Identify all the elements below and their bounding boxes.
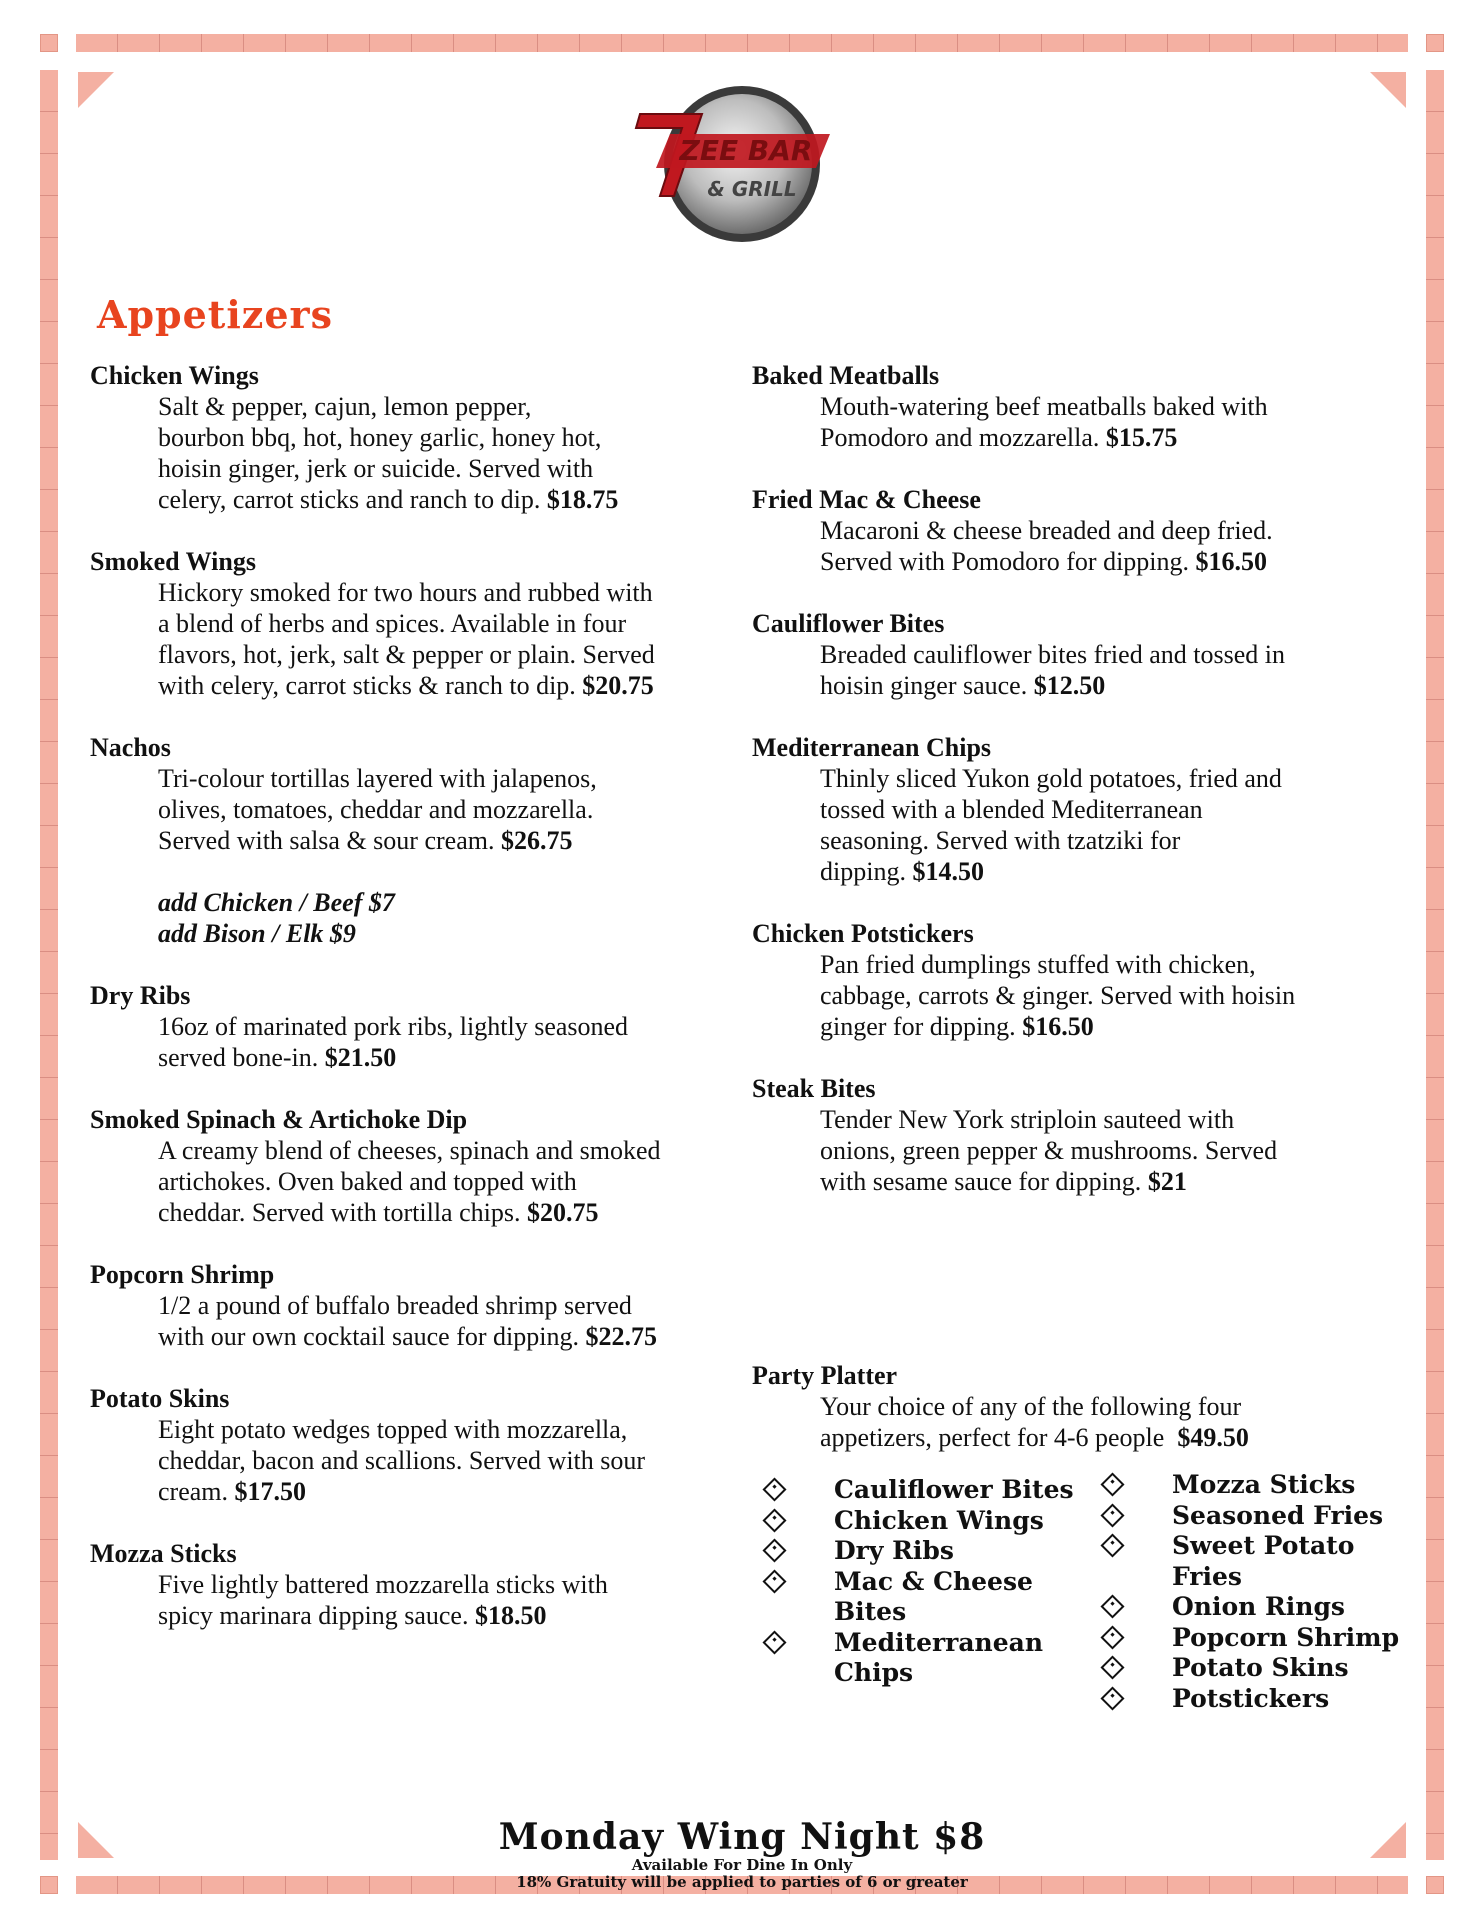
menu-item (90, 1383, 730, 1507)
menu-item-price: $12.50 (1033, 671, 1106, 700)
menu-item-line: Hickory smoked for two hours and rubbed with (158, 578, 653, 607)
platter-option-label: Onion Rings (1172, 1592, 1346, 1621)
menu-item-line: Pan fried dumplings stuffed with chicken, (820, 950, 1256, 979)
menu-item-description (158, 1011, 730, 1073)
menu-item-price: $20.75 (582, 671, 654, 700)
diamond-bullet-icon (762, 1630, 786, 1654)
platter-option (766, 1628, 1096, 1689)
logo-title: ZEE BAR (679, 134, 813, 167)
left-menu-column (90, 360, 730, 1662)
menu-item-description (158, 763, 730, 856)
diamond-bullet-icon (762, 1569, 786, 1593)
party-platter-name: Party Platter (752, 1361, 898, 1390)
logo (630, 76, 840, 248)
platter-option (1104, 1684, 1424, 1715)
menu-item-addons (158, 887, 730, 949)
menu-item-line: cheddar, bacon and scallions. Served with sour (158, 1446, 646, 1475)
menu-item (752, 1073, 1392, 1197)
platter-option-label: Popcorn Shrimp (1172, 1622, 1400, 1652)
menu-item-line: flavors, hot, jerk, salt & pepper or plain. Served (158, 640, 655, 669)
menu-item-line: 1/2 a pound of buffalo breaded shrimp served (158, 1291, 632, 1320)
menu-item-price: $17.50 (234, 1477, 307, 1506)
menu-item-price: $14.50 (912, 857, 984, 886)
platter-option-label: Mozza Sticks (1172, 1470, 1356, 1499)
menu-item-line: Five lightly battered mozzarella sticks with (158, 1570, 608, 1599)
menu-item-line: hoisin ginger, jerk or suicide. Served with (158, 454, 594, 483)
menu-item-description (158, 391, 730, 515)
menu-item (90, 1259, 730, 1352)
menu-item-price: $21 (1147, 1167, 1187, 1196)
menu-item-name: Nachos (90, 733, 171, 762)
border-left (40, 70, 58, 1860)
menu-item-price: $26.75 (500, 826, 573, 855)
menu-item-line: bourbon bbq, hot, honey garlic, honey hot, (158, 423, 602, 452)
diamond-bullet-icon (1100, 1503, 1124, 1527)
platter-options-right (1104, 1470, 1424, 1714)
menu-item-description (158, 1290, 730, 1352)
diamond-bullet-icon (1100, 1533, 1124, 1557)
platter-option (1104, 1653, 1424, 1684)
menu-item-line: artichokes. Oven baked and topped with (158, 1167, 577, 1196)
menu-item (90, 546, 730, 701)
menu-item (752, 918, 1392, 1042)
menu-item-price: $18.50 (474, 1601, 547, 1630)
menu-item-line: Pomodoro and mozzarella. (820, 423, 1100, 452)
platter-option-label: Mac & Cheese Bites (834, 1566, 1033, 1626)
platter-option-label: Chicken Wings (834, 1505, 1044, 1535)
menu-item (90, 732, 730, 856)
menu-item-line: served bone-in. (158, 1043, 319, 1072)
menu-item-name: Potato Skins (90, 1384, 230, 1413)
diamond-bullet-icon (762, 1538, 786, 1562)
border-right (1426, 70, 1444, 1860)
menu-item-name: Chicken Potstickers (752, 919, 974, 948)
menu-item-name: Mozza Sticks (90, 1539, 237, 1568)
menu-item-line: cream. (158, 1477, 229, 1506)
diamond-bullet-icon (762, 1508, 786, 1532)
menu-item-name: Dry Ribs (90, 981, 191, 1010)
menu-item-line: seasoning. Served with tzatziki for (820, 826, 1181, 855)
menu-item-description (158, 1569, 730, 1631)
platter-option-label: Sweet Potato Fries (1172, 1531, 1355, 1591)
party-platter (752, 1360, 1412, 1453)
menu-item-line: 16oz of marinated pork ribs, lightly seasoned (158, 1012, 629, 1041)
menu-item (90, 360, 730, 515)
platter-option (1104, 1470, 1424, 1501)
menu-item-price: $16.50 (1195, 547, 1268, 576)
menu-item-line: Breaded cauliflower bites fried and tossed in (820, 640, 1285, 669)
menu-item-line: Macaroni & cheese breaded and deep fried. (820, 516, 1273, 545)
diamond-bullet-icon (762, 1477, 786, 1501)
platter-option (1104, 1531, 1424, 1592)
corner-square-tl (40, 34, 58, 52)
party-platter-price: $49.50 (1177, 1423, 1249, 1452)
diamond-bullet-icon (1100, 1655, 1124, 1679)
platter-option (766, 1506, 1096, 1537)
menu-item-name: Smoked Wings (90, 547, 256, 576)
party-platter-desc (820, 1391, 1412, 1453)
menu-item-price: $21.50 (324, 1043, 397, 1072)
menu-item-line: ginger for dipping. (820, 1012, 1016, 1041)
menu-item-description (820, 639, 1392, 701)
menu-item (90, 1104, 730, 1228)
menu-item-price: $20.75 (526, 1198, 599, 1227)
platter-option-label: Cauliflower Bites (834, 1475, 1074, 1504)
platter-option-label: Mediterranean Chips (834, 1627, 1044, 1687)
menu-item (752, 484, 1392, 577)
menu-item-price: $16.50 (1022, 1012, 1094, 1041)
menu-item-description (820, 515, 1392, 577)
menu-item-price: $18.75 (546, 485, 619, 514)
diamond-bullet-icon (1100, 1594, 1124, 1618)
menu-item-line: Mouth-watering beef meatballs baked with (820, 392, 1268, 421)
menu-item-line: Salt & pepper, cajun, lemon pepper, (158, 392, 532, 421)
menu-item-line: Served with Pomodoro for dipping. (820, 547, 1190, 576)
party-platter-line: Your choice of any of the following four (820, 1392, 1242, 1421)
party-platter-line: appetizers, perfect for 4-6 people (820, 1423, 1165, 1452)
platter-option (766, 1475, 1096, 1506)
menu-item-line: tossed with a blended Mediterranean (820, 795, 1203, 824)
menu-item-line: Thinly sliced Yukon gold potatoes, fried and (820, 764, 1282, 793)
platter-option-label: Seasoned Fries (1172, 1500, 1384, 1530)
menu-item-name: Chicken Wings (90, 361, 259, 390)
menu-item-price: $22.75 (585, 1322, 657, 1351)
footer-headline: Monday Wing Night $8 (498, 1816, 986, 1858)
logo-subtitle: & GRILL (707, 177, 797, 201)
menu-item-name: Smoked Spinach & Artichoke Dip (90, 1105, 468, 1134)
menu-item-line: a blend of herbs and spices. Available in four (158, 609, 627, 638)
menu-item-line: with sesame sauce for dipping. (820, 1167, 1142, 1196)
menu-item-description (820, 763, 1392, 887)
menu-item-line: cheddar. Served with tortilla chips. (158, 1198, 521, 1227)
menu-item-line: celery, carrot sticks and ranch to dip. (158, 485, 541, 514)
platter-option (1104, 1623, 1424, 1654)
diamond-bullet-icon (1100, 1625, 1124, 1649)
right-menu-column (752, 360, 1392, 1228)
menu-item (752, 608, 1392, 701)
corner-triangle-tl (78, 72, 114, 108)
addon-line: add Bison / Elk $9 (158, 919, 356, 948)
menu-item-line: olives, tomatoes, cheddar and mozzarella. (158, 795, 594, 824)
menu-item-line: onions, green pepper & mushrooms. Served (820, 1136, 1278, 1165)
footer-note-dine-in: Available For Dine In Only (631, 1856, 853, 1874)
menu-item-line: A creamy blend of cheeses, spinach and smoked (158, 1136, 661, 1165)
menu-item-description (820, 391, 1392, 453)
menu-item-line: Served with salsa & sour cream. (158, 826, 495, 855)
menu-item-line: dipping. (820, 857, 906, 886)
menu-item-description (158, 1414, 730, 1507)
menu-item-price: $15.75 (1105, 423, 1178, 452)
addon-line: add Chicken / Beef $7 (158, 888, 395, 917)
section-title: Appetizers (97, 292, 333, 337)
menu-item (752, 360, 1392, 453)
platter-option (1104, 1592, 1424, 1623)
menu-item-description (158, 1135, 730, 1228)
footer-note-gratuity: 18% Gratuity will be applied to parties of 6 or greater (516, 1873, 968, 1891)
menu-item (90, 1538, 730, 1631)
platter-option (1104, 1501, 1424, 1532)
menu-item-line: hoisin ginger sauce. (820, 671, 1028, 700)
platter-option-label: Dry Ribs (834, 1536, 954, 1565)
menu-item-description (820, 1104, 1392, 1197)
menu-item-line: Eight potato wedges topped with mozzarella, (158, 1415, 628, 1444)
platter-option (766, 1567, 1096, 1628)
menu-item-line: with celery, carrot sticks & ranch to dip. (158, 671, 576, 700)
menu-item-name: Baked Meatballs (752, 361, 940, 390)
menu-item-name: Mediterranean Chips (752, 733, 992, 762)
diamond-bullet-icon (1100, 1472, 1124, 1496)
border-top (76, 34, 1408, 52)
menu-item-line: with our own cocktail sauce for dipping. (158, 1322, 579, 1351)
platter-option-label: Potato Skins (1172, 1653, 1349, 1682)
menu-item-description (158, 577, 730, 701)
menu-item-line: cabbage, carrots & ginger. Served with hoisin (820, 981, 1296, 1010)
menu-item-description (820, 949, 1392, 1042)
corner-triangle-tr (1370, 72, 1406, 108)
menu-item-name: Fried Mac & Cheese (752, 485, 981, 514)
menu-item-name: Steak Bites (752, 1074, 876, 1103)
logo-graphic (630, 76, 840, 248)
menu-item (90, 980, 730, 1073)
platter-options-left (766, 1475, 1096, 1689)
menu-item-name: Popcorn Shrimp (90, 1260, 275, 1289)
menu-item (752, 732, 1392, 887)
menu-item-line: Tender New York striploin sauteed with (820, 1105, 1235, 1134)
platter-option (766, 1536, 1096, 1567)
menu-item-name: Cauliflower Bites (752, 609, 945, 638)
diamond-bullet-icon (1100, 1686, 1124, 1710)
menu-item-line: Tri-colour tortillas layered with jalapenos, (158, 764, 597, 793)
menu-item-line: spicy marinara dipping sauce. (158, 1601, 469, 1630)
corner-square-tr (1426, 34, 1444, 52)
platter-option-label: Potstickers (1172, 1683, 1330, 1713)
